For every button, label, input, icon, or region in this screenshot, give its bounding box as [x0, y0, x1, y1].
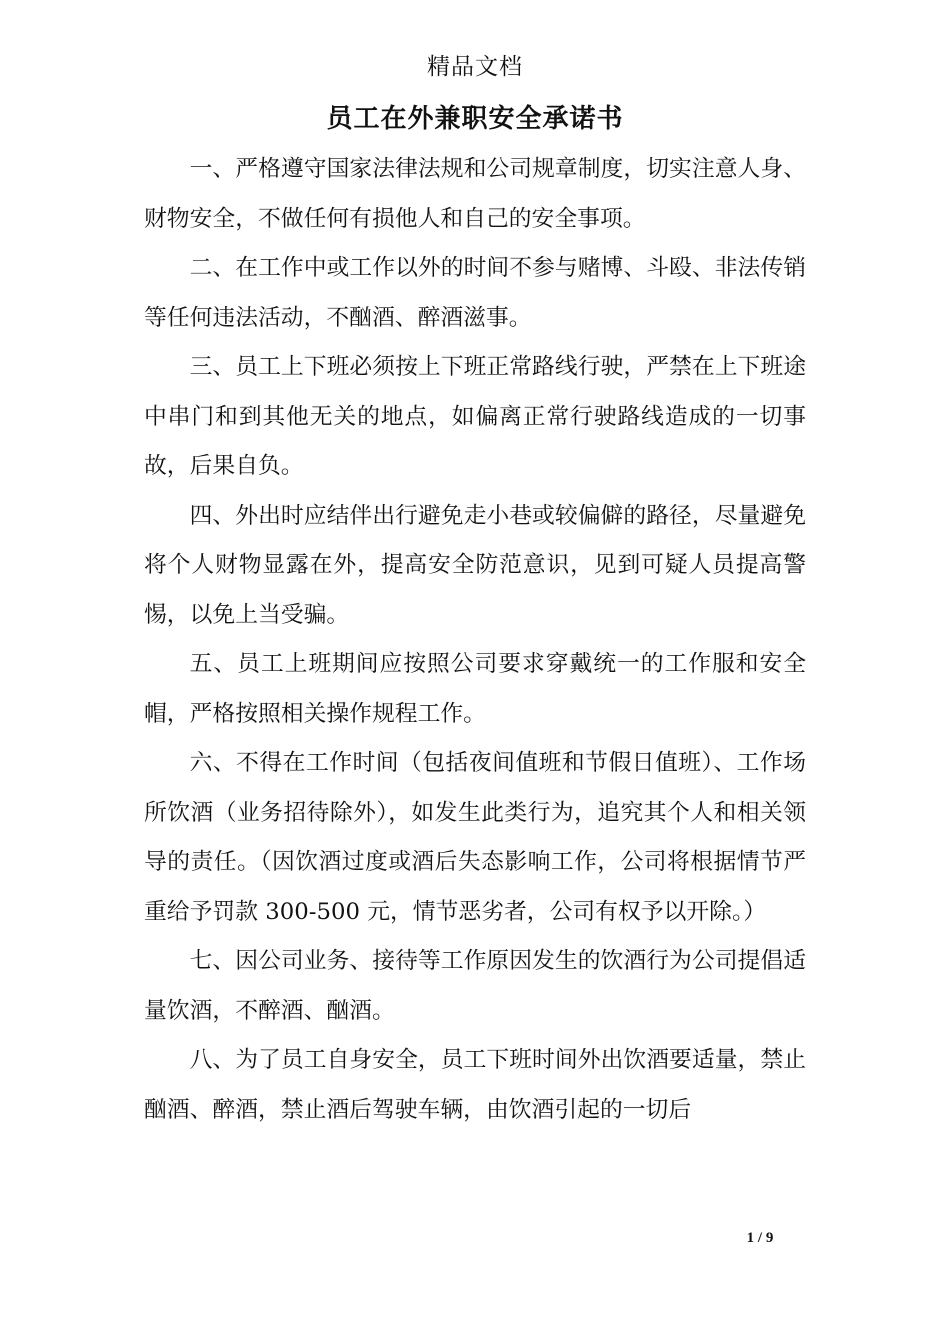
document-title: 员工在外兼职安全承诺书 [326, 104, 624, 134]
header-label: 精品文档 [427, 54, 523, 80]
paragraph-4: 四、外出时应结伴出行避免走小巷或较偏僻的路径，尽量避免将个人财物显露在外，提高安全防范意识，见到可疑人员提高警惕，以免上当受骗。 [144, 502, 806, 628]
paragraph-1: 一、严格遵守国家法律法规和公司规章制度，切实注意人身、财物安全，不做任何有损他人和自己的安全事项。 [144, 156, 806, 232]
paragraph-8: 八、为了员工自身安全，员工下班时间外出饮酒要适量，禁止酗酒、醉酒，禁止酒后驾驶车辆，由饮酒引起的一切后 [144, 1047, 806, 1123]
paragraph-3: 三、员工上下班必须按上下班正常路线行驶，严禁在上下班途中串门和到其他无关的地点，如偏离正常行驶路线造成的一切事故，后果自负。 [144, 354, 806, 479]
paragraph-6: 六、不得在工作时间（包括夜间值班和节假日值班）、工作场所饮酒（业务招待除外），如发生此类行为，追究其个人和相关领导的责任。（因饮酒过度或酒后失态影响工作，公司将根据情节严重给予罚款 300-500 元，情节恶劣者，公司有权予以开除。） [144, 750, 806, 925]
paragraph-5: 五、员工上班期间应按照公司要求穿戴统一的工作服和安全帽，严格按照相关操作规程工作。 [144, 651, 806, 727]
page-number: 1 / 9 [746, 1230, 774, 1246]
paragraph-7: 七、因公司业务、接待等工作原因发生的饮酒行为公司提倡适量饮酒，不醉酒、酗酒。 [144, 948, 806, 1024]
document-body [144, 145, 806, 1135]
paragraph-2: 二、在工作中或工作以外的时间不参与赌博、斗殴、非法传销等任何违法活动，不酗酒、醉酒滋事。 [144, 255, 806, 331]
